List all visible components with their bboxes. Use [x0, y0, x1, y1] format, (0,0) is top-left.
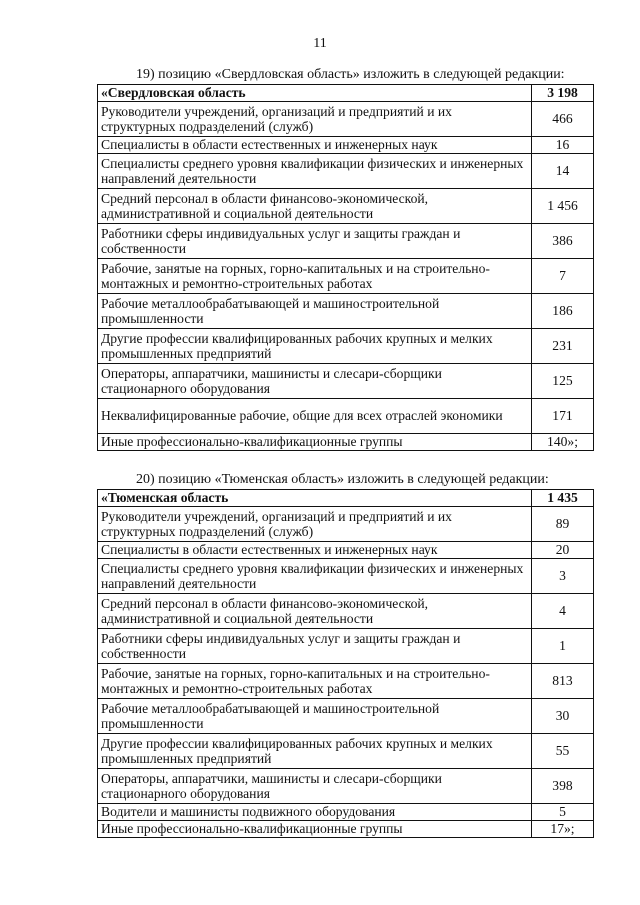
region-total: 1 435 — [532, 490, 594, 507]
table-row — [98, 559, 594, 594]
row-label: Рабочие металлообрабатывающей и машиностроительной промышленности — [98, 294, 532, 329]
row-label: Средний персонал в области финансово-экономической, административной и социальной деятельности — [98, 189, 532, 224]
row-value: 20 — [532, 542, 594, 559]
row-value: 3 — [532, 559, 594, 594]
row-value: 16 — [532, 137, 594, 154]
table-row — [98, 154, 594, 189]
row-label: Иные профессионально-квалификационные группы — [98, 821, 532, 838]
row-label: Другие профессии квалифицированных рабочих крупных и мелких промышленных предприятий — [98, 734, 532, 769]
table-row — [98, 629, 594, 664]
row-value: 125 — [532, 364, 594, 399]
row-label: Операторы, аппаратчики, машинисты и слесари-сборщики стационарного оборудования — [98, 364, 532, 399]
table-header-row — [98, 490, 594, 507]
sverdlovsk-table — [97, 84, 594, 451]
table-row — [98, 329, 594, 364]
row-value: 186 — [532, 294, 594, 329]
table-row — [98, 594, 594, 629]
table-row — [98, 804, 594, 821]
row-label: Средний персонал в области финансово-экономической, административной и социальной деятельности — [98, 594, 532, 629]
table-row — [98, 189, 594, 224]
row-label: Работники сферы индивидуальных услуг и защиты граждан и собственности — [98, 224, 532, 259]
row-label: Специалисты среднего уровня квалификации физических и инженерных направлений деятельности — [98, 154, 532, 189]
row-value: 89 — [532, 507, 594, 542]
row-label: Рабочие, занятые на горных, горно-капитальных и на строительно-монтажных и ремонтно-строительных работах — [98, 664, 532, 699]
row-value: 386 — [532, 224, 594, 259]
row-value: 14 — [532, 154, 594, 189]
table-header-row — [98, 85, 594, 102]
row-value: 1 — [532, 629, 594, 664]
row-label: Операторы, аппаратчики, машинисты и слесари-сборщики стационарного оборудования — [98, 769, 532, 804]
page-number: 11 — [313, 36, 327, 51]
table-row — [98, 769, 594, 804]
row-value: 231 — [532, 329, 594, 364]
row-value: 140»; — [532, 434, 594, 451]
row-value: 1 456 — [532, 189, 594, 224]
row-label: Руководители учреждений, организаций и предприятий и их структурных подразделений (служб) — [98, 507, 532, 542]
table-row — [98, 507, 594, 542]
row-label: Водители и машинисты подвижного оборудования — [98, 804, 532, 821]
row-label: Другие профессии квалифицированных рабочих крупных и мелких промышленных предприятий — [98, 329, 532, 364]
table-row — [98, 734, 594, 769]
row-label: Специалисты среднего уровня квалификации физических и инженерных направлений деятельности — [98, 559, 532, 594]
row-label: Неквалифицированные рабочие, общие для всех отраслей экономики — [98, 399, 532, 434]
row-value: 4 — [532, 594, 594, 629]
row-label: Рабочие, занятые на горных, горно-капитальных и на строительно-монтажных и ремонтно-строительных работах — [98, 259, 532, 294]
region-name: «Тюменская область — [98, 490, 532, 507]
row-label: Специалисты в области естественных и инженерных наук — [98, 542, 532, 559]
section-19-intro: 19) позицию «Свердловская область» изложить в следующей редакции: — [136, 67, 565, 82]
row-label: Работники сферы индивидуальных услуг и защиты граждан и собственности — [98, 629, 532, 664]
row-value: 7 — [532, 259, 594, 294]
table-row — [98, 137, 594, 154]
row-value: 5 — [532, 804, 594, 821]
region-name: «Свердловская область — [98, 85, 532, 102]
region-total: 3 198 — [532, 85, 594, 102]
table-row — [98, 542, 594, 559]
table-row — [98, 699, 594, 734]
section-20-intro: 20) позицию «Тюменская область» изложить в следующей редакции: — [136, 472, 549, 487]
table-row — [98, 102, 594, 137]
row-value: 55 — [532, 734, 594, 769]
table-row — [98, 294, 594, 329]
row-label: Руководители учреждений, организаций и предприятий и их структурных подразделений (служб) — [98, 102, 532, 137]
table-row — [98, 399, 594, 434]
table-row — [98, 664, 594, 699]
row-label: Иные профессионально-квалификационные группы — [98, 434, 532, 451]
table-row — [98, 224, 594, 259]
row-value: 813 — [532, 664, 594, 699]
row-label: Специалисты в области естественных и инженерных наук — [98, 137, 532, 154]
row-label: Рабочие металлообрабатывающей и машиностроительной промышленности — [98, 699, 532, 734]
tyumen-table — [97, 489, 594, 838]
table-row — [98, 364, 594, 399]
row-value: 30 — [532, 699, 594, 734]
table-row — [98, 434, 594, 451]
row-value: 171 — [532, 399, 594, 434]
table-row — [98, 821, 594, 838]
table-row — [98, 259, 594, 294]
row-value: 398 — [532, 769, 594, 804]
row-value: 17»; — [532, 821, 594, 838]
row-value: 466 — [532, 102, 594, 137]
